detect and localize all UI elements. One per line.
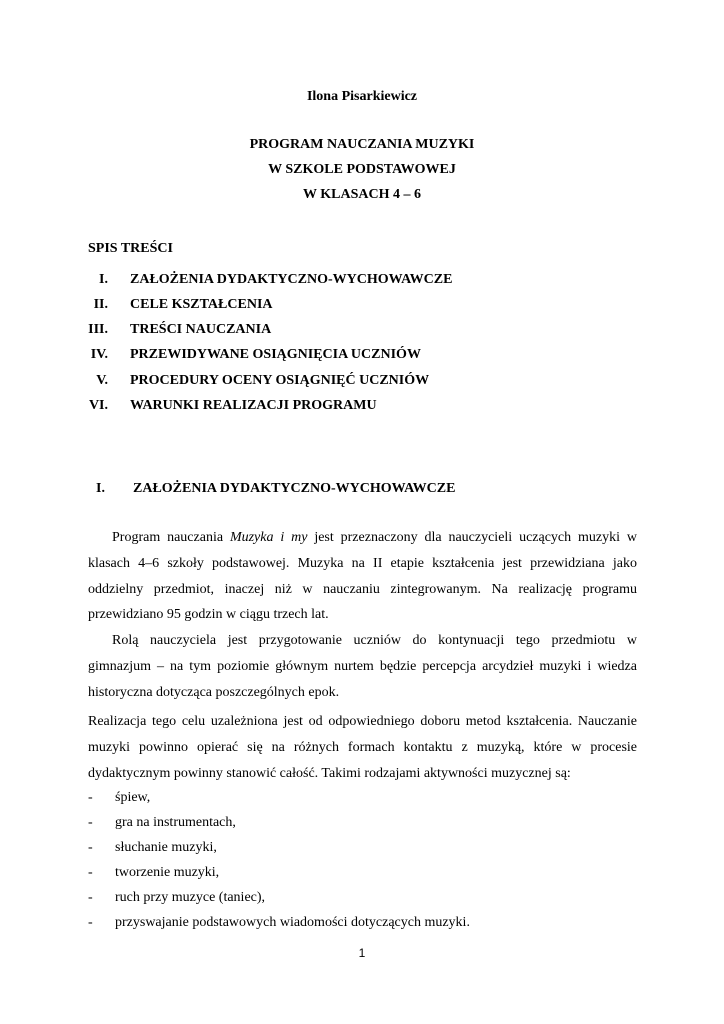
toc-item-label: WARUNKI REALIZACJI PROGRAMU — [130, 398, 377, 413]
toc-item-label: CELE KSZTAŁCENIA — [130, 297, 273, 312]
paragraph-3-line-2: muzyki powinno opierać się na różnych formach kontaktu z muzyką, które w procesie — [88, 740, 637, 755]
list-bullet: - — [88, 790, 93, 805]
toc-item-label: ZAŁOŻENIA DYDAKTYCZNO-WYCHOWAWCZE — [130, 272, 453, 287]
paragraph-3-line-3: dydaktycznym powinny stanowić całość. Takimi rodzajami aktywności muzycznej są: — [88, 766, 571, 781]
paragraph-text: Program nauczania — [112, 530, 230, 545]
toc-heading: SPIS TREŚCI — [88, 241, 173, 256]
page-number: 1 — [358, 946, 366, 960]
title-line-1: PROGRAM NAUCZANIA MUZYKI — [249, 137, 475, 152]
toc-item-number: I. — [99, 272, 108, 287]
section-number: I. — [96, 481, 105, 496]
paragraph-2-line-1: Rolą nauczyciela jest przygotowanie uczniów do kontynuacji tego przedmiotu w — [112, 633, 637, 648]
paragraph-1-line-4: przewidziano 95 godzin w ciągu trzech lat. — [88, 607, 329, 622]
title-line-2: W SZKOLE PODSTAWOWEJ — [268, 162, 456, 177]
toc-item-number: III. — [88, 322, 108, 337]
list-bullet: - — [88, 890, 93, 905]
section-title: ZAŁOŻENIA DYDAKTYCZNO-WYCHOWAWCZE — [133, 481, 456, 496]
toc-item-label: PROCEDURY OCENY OSIĄGNIĘĆ UCZNIÓW — [130, 373, 430, 388]
toc-item-number: IV. — [90, 347, 108, 362]
paragraph-3-line-1: Realizacja tego celu uzależniona jest od odpowiedniego doboru metod kształcenia. Nauczanie — [88, 714, 637, 729]
list-item-text: śpiew, — [115, 790, 151, 805]
list-bullet: - — [88, 915, 93, 930]
paragraph-1-line-3: oddzielny przedmiot, inaczej niż w nauczaniu zintegrowanym. Na realizację programu — [88, 582, 637, 597]
list-item-text: tworzenie muzyki, — [115, 865, 220, 880]
program-title-italic: Muzyka i my — [229, 530, 308, 545]
paragraph-2-line-2: gimnazjum – na tym poziomie głównym nurtem będzie percepcja arcydzieł muzyki i wiedza — [88, 659, 637, 674]
paragraph-1-line-2: klasach 4–6 szkoły podstawowej. Muzyka na II etapie kształcenia jest przewidziana jako — [88, 556, 637, 571]
list-bullet: - — [88, 865, 93, 880]
toc-item-number: II. — [93, 297, 108, 312]
list-bullet: - — [88, 815, 93, 830]
toc-item-number: V. — [96, 373, 108, 388]
toc-item-label: PRZEWIDYWANE OSIĄGNIĘCIA UCZNIÓW — [130, 347, 421, 362]
toc-item-number: VI. — [88, 398, 108, 413]
toc-item-label: TREŚCI NAUCZANIA — [130, 322, 272, 337]
list-bullet: - — [88, 840, 93, 855]
title-line-3: W KLASACH 4 – 6 — [303, 187, 421, 202]
list-item-text: słuchanie muzyki, — [115, 840, 217, 855]
paragraph-text: jest przeznaczony dla nauczycieli uczących muzyki w — [307, 530, 637, 545]
list-item-text: ruch przy muzyce (taniec), — [115, 890, 266, 905]
list-item-text: gra na instrumentach, — [115, 815, 236, 830]
paragraph-2-line-3: historyczna dotycząca poszczególnych epok. — [88, 685, 340, 700]
author-name: Ilona Pisarkiewicz — [306, 89, 418, 104]
paragraph-1-line-1 — [112, 529, 637, 547]
list-item-text: przyswajanie podstawowych wiadomości dotyczących muzyki. — [115, 915, 470, 930]
